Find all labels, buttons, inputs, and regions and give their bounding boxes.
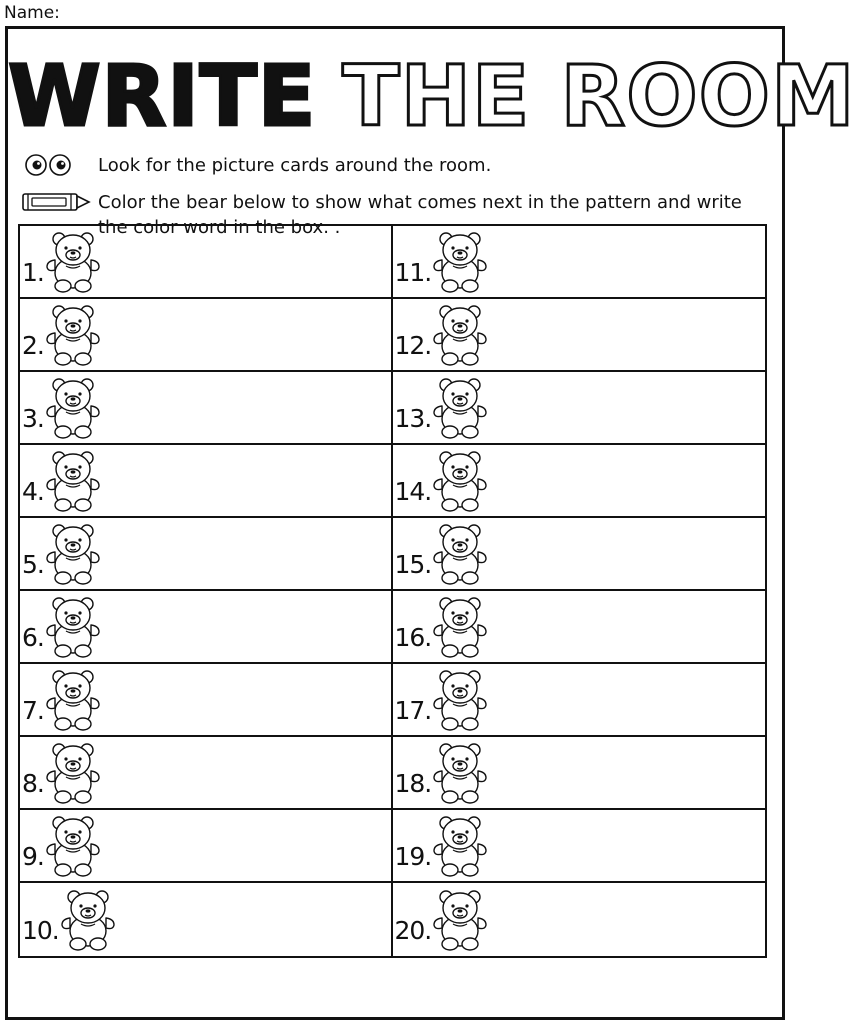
eyes-icon <box>22 153 98 177</box>
answer-box[interactable] <box>20 737 393 810</box>
answer-box[interactable] <box>20 445 393 518</box>
teddy-bear-icon <box>44 595 102 659</box>
crayon-icon <box>22 190 98 214</box>
teddy-bear-icon <box>44 668 102 732</box>
answer-box[interactable] <box>20 810 393 883</box>
answer-table <box>18 224 767 958</box>
item-number: 2. <box>22 330 44 360</box>
teddy-bear-icon <box>44 376 102 440</box>
teddy-bear-icon <box>431 522 489 586</box>
item-number: 17. <box>394 695 432 725</box>
item-number: 5. <box>22 549 44 579</box>
teddy-bear-icon <box>44 741 102 805</box>
item-number: 4. <box>22 476 44 506</box>
teddy-bear-icon <box>431 814 489 878</box>
item-number: 3. <box>22 403 44 433</box>
answer-box[interactable] <box>393 664 766 737</box>
teddy-bear-icon <box>431 668 489 732</box>
answer-box[interactable] <box>393 518 766 591</box>
answer-box[interactable] <box>20 372 393 445</box>
teddy-bear-icon <box>431 449 489 513</box>
answer-box[interactable] <box>20 226 393 299</box>
item-number: 13. <box>394 403 432 433</box>
title-the-room: THE ROOM <box>342 47 856 145</box>
item-number: 6. <box>22 622 44 652</box>
name-label: Name: <box>4 3 60 23</box>
answer-box[interactable] <box>393 299 766 372</box>
instruction-text: Color the bear below to show what comes next in the pattern and write the color word in the box. . <box>98 192 742 238</box>
teddy-bear-icon <box>44 230 102 294</box>
answer-box[interactable] <box>393 883 766 956</box>
title-write: WRITE <box>8 47 317 145</box>
answer-box[interactable] <box>20 518 393 591</box>
item-number: 10. <box>22 915 59 945</box>
item-number: 9. <box>22 841 44 871</box>
answer-box[interactable] <box>393 810 766 883</box>
item-number: 14. <box>394 476 432 506</box>
answer-box[interactable] <box>393 591 766 664</box>
answer-box[interactable] <box>393 226 766 299</box>
item-number: 16. <box>394 622 432 652</box>
page-title <box>8 47 856 145</box>
teddy-bear-icon <box>59 888 117 952</box>
instruction-look <box>22 153 758 178</box>
teddy-bear-icon <box>44 449 102 513</box>
answer-box[interactable] <box>393 445 766 518</box>
item-number: 12. <box>394 330 432 360</box>
item-number: 20. <box>394 915 432 945</box>
teddy-bear-icon <box>431 376 489 440</box>
instruction-text: Look for the picture cards around the room. <box>98 155 492 176</box>
answer-box[interactable] <box>20 591 393 664</box>
item-number: 1. <box>22 257 44 287</box>
teddy-bear-icon <box>431 888 489 952</box>
teddy-bear-icon <box>44 522 102 586</box>
teddy-bear-icon <box>431 230 489 294</box>
answer-box[interactable] <box>20 299 393 372</box>
item-number: 8. <box>22 768 44 798</box>
item-number: 15. <box>394 549 432 579</box>
teddy-bear-icon <box>431 741 489 805</box>
teddy-bear-icon <box>431 595 489 659</box>
answer-box[interactable] <box>20 883 393 956</box>
answer-box[interactable] <box>20 664 393 737</box>
teddy-bear-icon <box>44 303 102 367</box>
item-number: 18. <box>394 768 432 798</box>
item-number: 7. <box>22 695 44 725</box>
answer-box[interactable] <box>393 737 766 810</box>
teddy-bear-icon <box>431 303 489 367</box>
item-number: 11. <box>394 257 432 287</box>
item-number: 19. <box>394 841 432 871</box>
answer-box[interactable] <box>393 372 766 445</box>
teddy-bear-icon <box>44 814 102 878</box>
